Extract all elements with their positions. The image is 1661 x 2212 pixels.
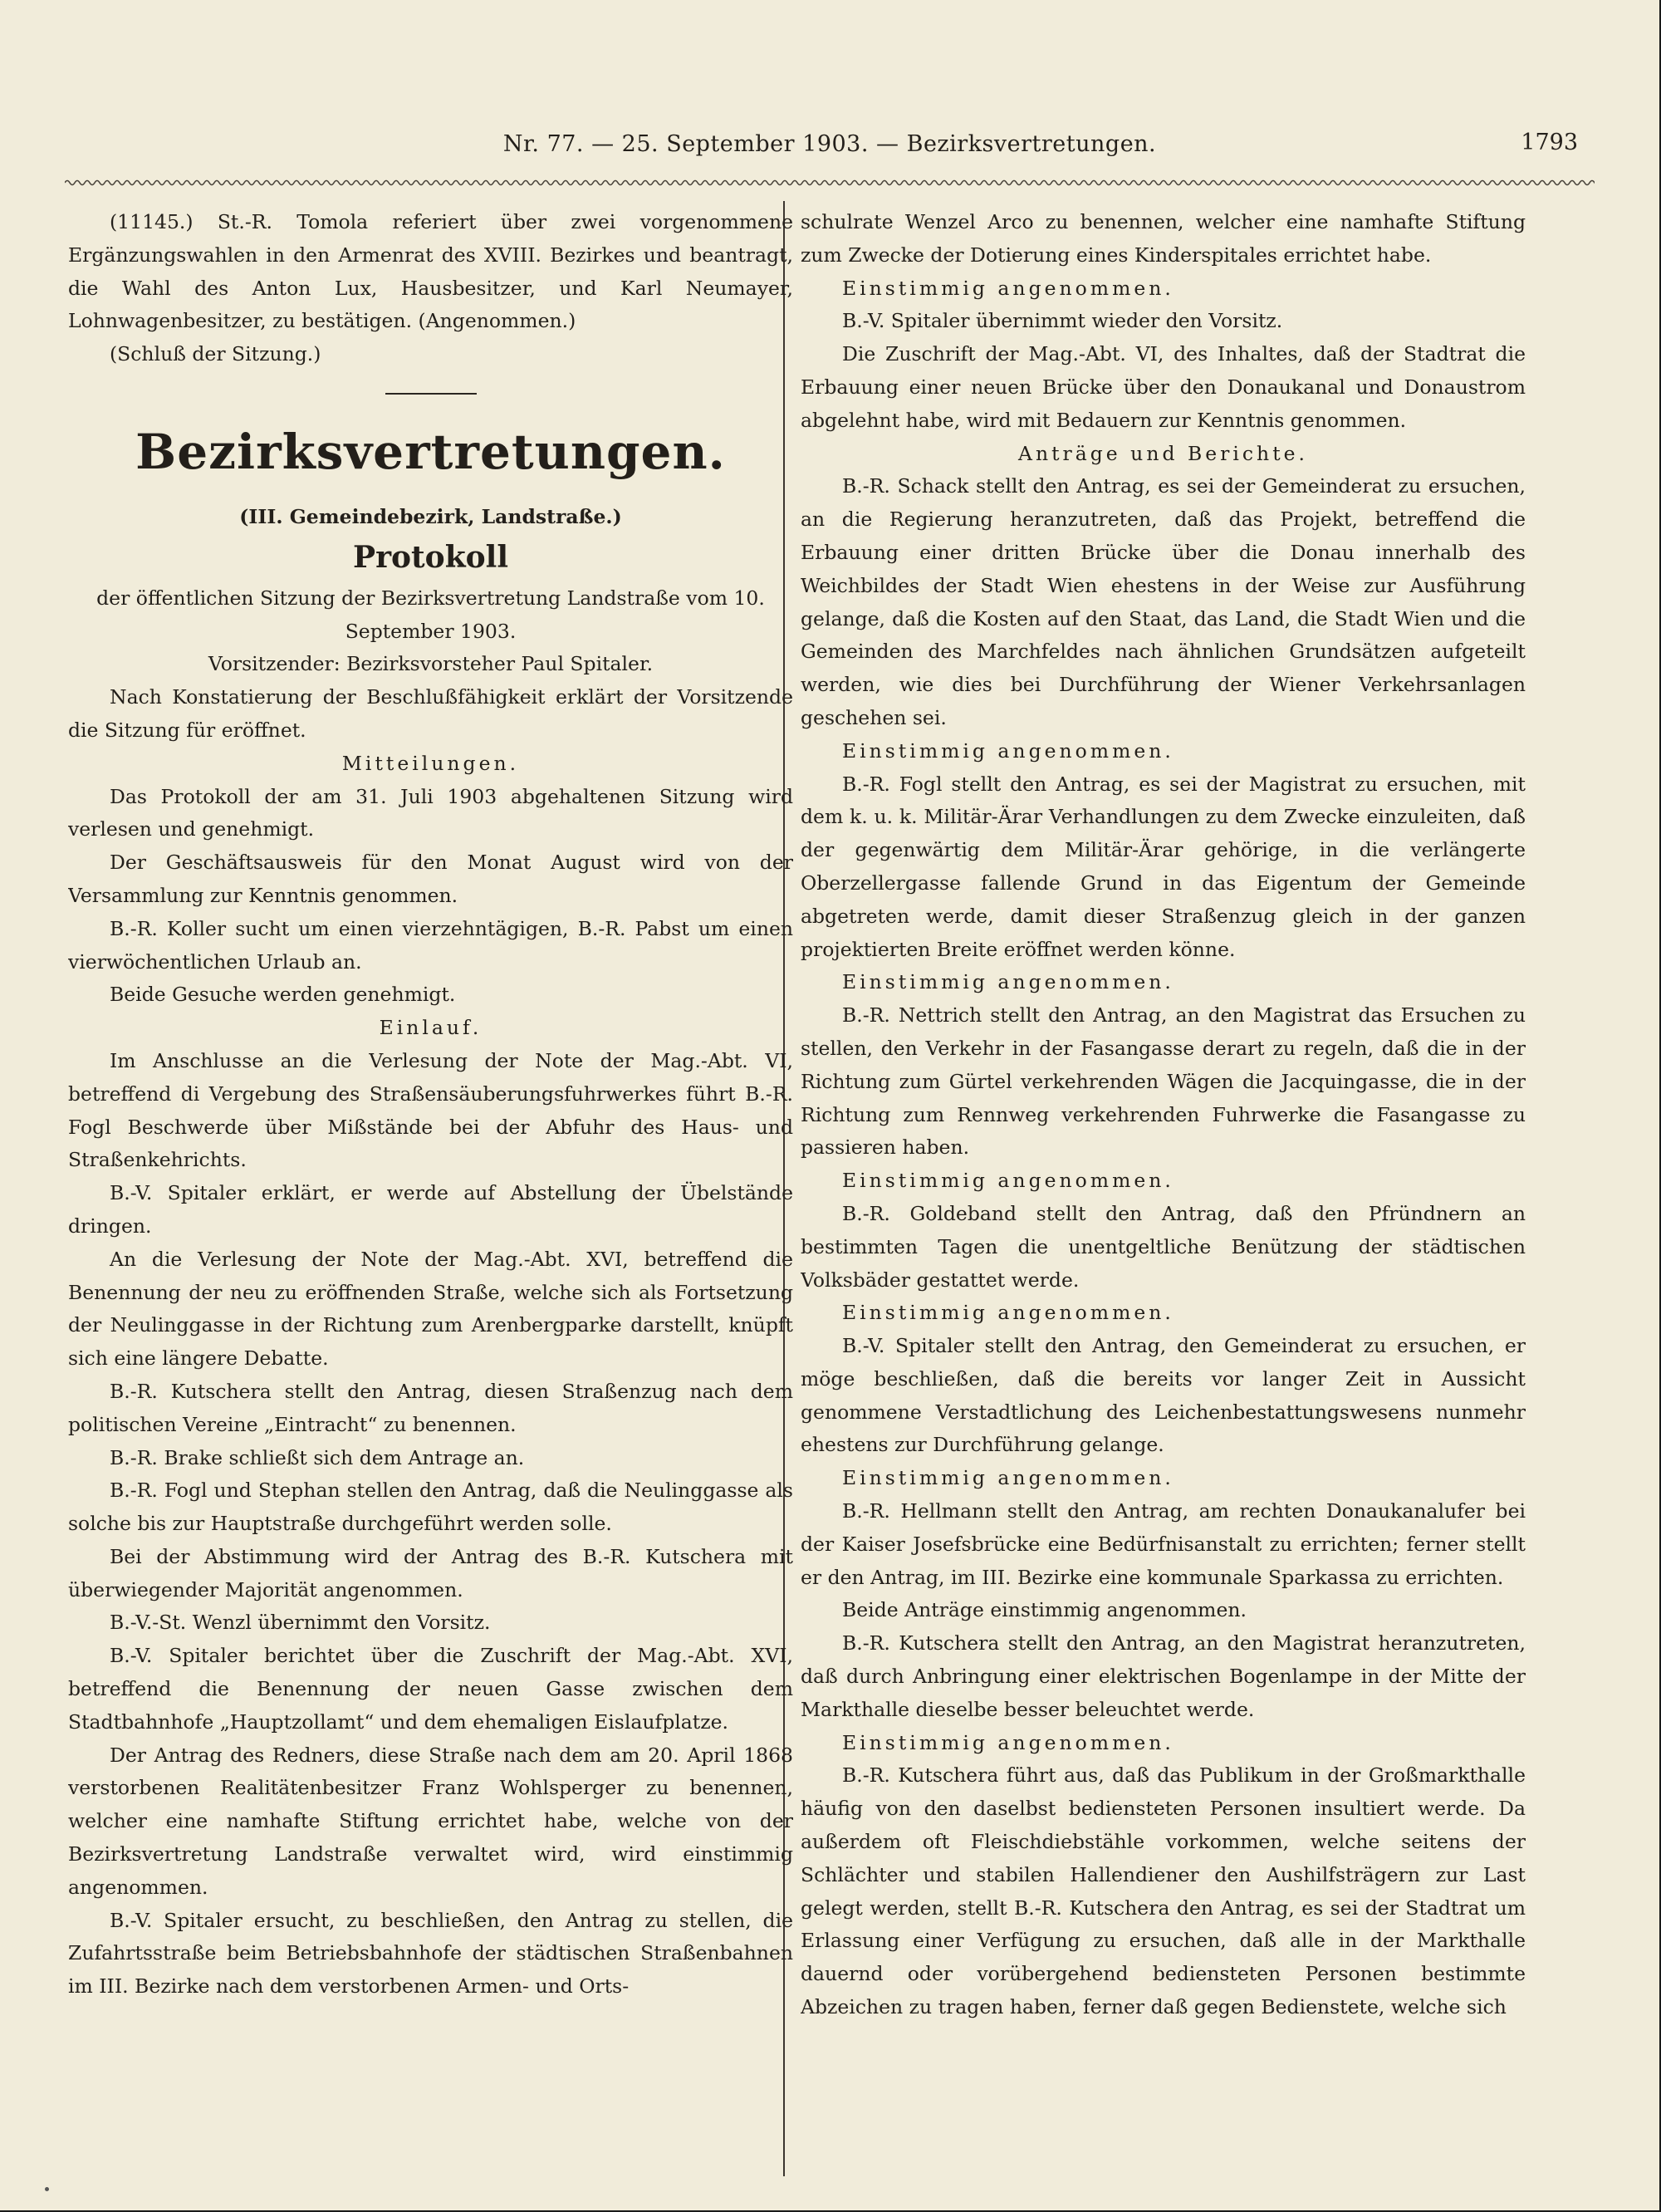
right-column bbox=[801, 206, 1526, 2183]
paragraph: B.-R. Brake schließt sich dem Antrage an. bbox=[110, 1445, 525, 1469]
paragraph: B.-V. Spitaler berichtet über die Zuschrift der Mag.-Abt. XVI, betreffend die Benennung der neuen Gasse zwischen dem Stadtbahnhofe „Hauptzollamt“ und dem ehemaligen Eislaufplatze. bbox=[68, 1644, 793, 1734]
subsection-heading: Anträge und Berichte. bbox=[1017, 441, 1309, 465]
vote-result: Einstimmig angenommen. bbox=[842, 738, 1174, 763]
paragraph: Das Protokoll der am 31. Juli 1903 abgehaltenen Sitzung wird verlesen und genehmigt. bbox=[68, 784, 793, 841]
paragraph: B.-R. Schack stellt den Antrag, es sei der Gemeinderat zu ersuchen, an die Regierung heranzutreten, daß das Projekt, betreffend die Erbauung einer dritten Brücke über die Donau innerhalb des Weichbildes der Stadt Wien ehestens in der Weise zur Ausführung gelange, daß die Kosten auf den Staat, das Land, die Stadt Wien und die Gemeinden des Marchfeldes nach ähnlichen Grundsätzen aufgeteilt werden, wie dies bei Durchführung der Wiener Verkehrsanlagen geschehen sei. bbox=[801, 474, 1526, 729]
paragraph: An die Verlesung der Note der Mag.-Abt. XVI, betreffend die Benennung der neu zu eröffnenden Straße, welche sich als Fortsetzung der Neulinggasse in der Richtung zum Arenbergparke darstellt, knüpft sich eine längere Debatte. bbox=[68, 1247, 793, 1371]
subsection-heading: Einlauf. bbox=[379, 1016, 483, 1040]
paragraph: B.-R. Fogl stellt den Antrag, es sei der Magistrat zu ersuchen, mit dem k. u. k. Militär-Ärar Verhandlungen zu dem Zwecke einzuleiten, daß der gegenwärtig dem Militär-Ärar gehörige, in die verlängerte Oberzellergasse fallende Grund in das Eigentum der Gemeinde abgetreten werde, damit dieser Straßenzug gleich in der ganzen projektierten Breite eröffnet werden könne. bbox=[801, 772, 1526, 961]
vote-result: Einstimmig angenommen. bbox=[842, 1301, 1174, 1325]
running-title: Nr. 77. — 25. September 1903. — Bezirksvertretungen. bbox=[502, 131, 1157, 157]
paragraph: B.-R. Kutschera stellt den Antrag, diesen Straßenzug nach dem politischen Vereine „Eintracht“ zu benennen. bbox=[68, 1379, 793, 1436]
paragraph: B.-R. Koller sucht um einen vierzehntägigen, B.-R. Pabst um einen vierwöchentlichen Urlaub an. bbox=[68, 916, 793, 974]
paragraph: Die Zuschrift der Mag.-Abt. VI, des Inhaltes, daß der Stadtrat die Erbauung einer neuen Brücke über den Donaukanal und Donaustrom abgelehnt habe, wird mit Bedauern zur Kenntnis genommen. bbox=[801, 342, 1526, 432]
section-title: Bezirksvertretungen. bbox=[135, 423, 726, 480]
vote-result: Einstimmig angenommen. bbox=[842, 276, 1174, 300]
paragraph: Bei der Abstimmung wird der Antrag des B.-R. Kutschera mit überwiegender Majorität angenommen. bbox=[68, 1544, 793, 1601]
paragraph: Nach Konstatierung der Beschlußfähigkeit erklärt der Vorsitzende die Sitzung für eröffnet. bbox=[68, 685, 793, 742]
paragraph: Der Antrag des Redners, diese Straße nach dem am 20. April 1868 verstorbenen Realitätenbesitzer Franz Wohlsperger zu benennen, welcher eine namhafte Stiftung errichtet habe, welche von der Bezirksvertretung Landstraße verwaltet wird, wird einstimmig angenommen. bbox=[68, 1743, 793, 1899]
session-description: der öffentlichen Sitzung der Bezirksvertretung Landstraße vom 10. September 1903. bbox=[96, 586, 765, 643]
left-column bbox=[68, 206, 793, 2183]
vote-result: Beide Anträge einstimmig angenommen. bbox=[842, 1598, 1247, 1622]
subsection-heading: Mitteilungen. bbox=[341, 751, 520, 775]
header-wavy-rule bbox=[65, 176, 1595, 189]
paragraph: B.-V. Spitaler stellt den Antrag, den Gemeinderat zu ersuchen, er möge beschließen, daß die bereits vor langer Zeit in Aussicht genommene Verstadtlichung des Leichenbestattungswesens nunmehr ehestens zur Durchführung gelange. bbox=[801, 1334, 1526, 1457]
paragraph: (11145.) St.-R. Tomola referiert über zwei vorgenommene Ergänzungswahlen in den Armenrat des XVIII. Bezirkes und beantragt, die Wahl des Anton Lux, Hausbesitzer, und Karl Neumayer, Lohnwagenbesitzer, zu bestätigen. (Angenommen.) bbox=[68, 210, 793, 333]
district-heading: (III. Gemeindebezirk, Landstraße.) bbox=[239, 504, 622, 528]
paragraph: B.-V. Spitaler ersucht, zu beschließen, den Antrag zu stellen, die Zufahrtsstraße beim Betriebsbahnhofe der städtischen Straßenbahnen im III. Bezirke nach dem verstorbenen Armen- und Orts- bbox=[68, 1908, 793, 1999]
paragraph: B.-V.-St. Wenzl übernimmt den Vorsitz. bbox=[110, 1611, 491, 1635]
paragraph: B.-R. Kutschera führt aus, daß das Publikum in der Großmarkthalle häufig von den daselbst bediensteten Personen insultiert werde. Da außerdem oft Fleischdiebstähle vorkommen, welche seitens der Schlächter und stabilen Hallendiener den Aushilfsträgern zur Last gelegt werden, stellt B.-R. Kutschera den Antrag, es sei der Stadtrat um Erlassung einer Verfügung zu ersuchen, daß alle in der Markthalle dauernd oder vorübergehend bediensteten Personen bestimmte Abzeichen zu tragen haben, ferner daß gegen Bedienstete, welche sich bbox=[801, 1763, 1526, 2019]
paragraph: schulrate Wenzel Arco zu benennen, welcher eine namhafte Stiftung zum Zwecke der Dotierung eines Kinderspitales errichtet habe. bbox=[801, 210, 1526, 267]
paragraph: Beide Gesuche werden genehmigt. bbox=[110, 983, 456, 1007]
paragraph: Im Anschlusse an die Verlesung der Note der Mag.-Abt. VI, betreffend di Vergebung des Straßensäuberungsfuhrwerkes führt B.-R. Fogl Beschwerde über Mißstände bei der Abfuhr des Haus- und Straßenkehrichts. bbox=[68, 1048, 793, 1172]
paragraph: B.-R. Hellmann stellt den Antrag, am rechten Donaukanalufer bei der Kaiser Josefsbrücke eine Bedürfnisanstalt zu errichten; ferner stellt er den Antrag, im III. Bezirke eine kommunale Sparkassa zu errichten. bbox=[801, 1499, 1526, 1589]
closing-note: (Schluß der Sitzung.) bbox=[110, 342, 321, 366]
vote-result: Einstimmig angenommen. bbox=[842, 1466, 1174, 1490]
section-rule bbox=[385, 393, 477, 395]
paragraph: Der Geschäftsausweis für den Monat August wird von der Versammlung zur Kenntnis genommen. bbox=[68, 851, 793, 907]
vote-result: Einstimmig angenommen. bbox=[842, 970, 1174, 994]
protokoll-heading: Protokoll bbox=[353, 539, 508, 575]
page-header bbox=[66, 125, 1593, 174]
vote-result: Einstimmig angenommen. bbox=[842, 1730, 1174, 1754]
paragraph: B.-R. Fogl und Stephan stellen den Antrag, daß die Neulinggasse als solche bis zur Hauptstraße durchgeführt werden solle. bbox=[68, 1479, 793, 1536]
chair-line: Vorsitzender: Bezirksvorsteher Paul Spitaler. bbox=[208, 652, 654, 676]
vote-result: Einstimmig angenommen. bbox=[842, 1169, 1174, 1193]
paragraph: B.-R. Kutschera stellt den Antrag, an den Magistrat heranzutreten, daß durch Anbringung einer elektrischen Bogenlampe in der Mitte der Markthalle dieselbe besser beleuchtet werde. bbox=[801, 1631, 1526, 1721]
scan-dot bbox=[45, 2187, 49, 2191]
paragraph: B.-R. Goldeband stellt den Antrag, daß den Pfründnern an bestimmten Tagen die unentgeltliche Benützung der städtischen Volksbäder gestattet werde. bbox=[801, 1201, 1526, 1292]
paragraph: B.-R. Nettrich stellt den Antrag, an den Magistrat das Ersuchen zu stellen, den Verkehr in der Fasangasse derart zu regeln, daß die in der Richtung zum Gürtel verkehrenden Wägen die Jacquingasse, die in der Richtung zum Rennweg verkehrenden Fuhrwerke die Fasangasse zu passieren haben. bbox=[801, 1003, 1526, 1160]
page-number: 1793 bbox=[1521, 130, 1578, 155]
paragraph: B.-V. Spitaler erklärt, er werde auf Abstellung der Übelstände dringen. bbox=[68, 1181, 793, 1238]
paragraph: B.-V. Spitaler übernimmt wieder den Vorsitz. bbox=[842, 309, 1283, 333]
